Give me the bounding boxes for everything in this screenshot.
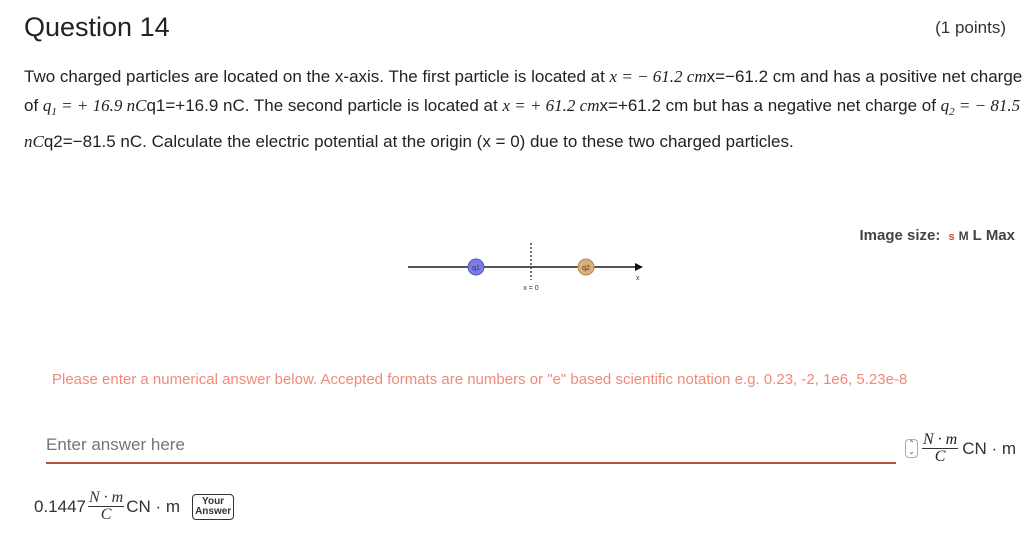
previous-answer-value: 0.1447	[34, 496, 86, 516]
text: q1=+16.9 nC. The second particle is located at	[146, 96, 503, 115]
your-answer-badge: Your Answer	[192, 494, 234, 520]
image-size-max[interactable]: Max	[985, 227, 1015, 244]
image-size-l[interactable]: L	[972, 227, 982, 244]
image-size-label: Image size:	[859, 227, 941, 244]
origin-label: x = 0	[523, 285, 539, 292]
math-var: q	[940, 96, 950, 115]
math	[42, 96, 147, 118]
answer-input[interactable]	[46, 428, 896, 464]
math-value: = − 81.5 nC	[24, 96, 1021, 151]
unit-text: CN · m	[962, 438, 1017, 458]
image-size-control	[859, 227, 1015, 244]
math-value: = + 16.9 nC	[56, 96, 147, 115]
unit-numerator: N · m	[89, 489, 124, 506]
math: x = − 61.2 cm	[609, 67, 707, 86]
format-hint: Please enter a numerical answer below. Accepted formats are numbers or "e" based scientific notation e.g. 0.23, -2, 1e6, 5.23e-8	[52, 371, 908, 388]
question-title: Question 14	[24, 12, 170, 42]
image-size-m[interactable]: M	[958, 229, 969, 243]
math-sub: 1	[51, 106, 57, 118]
points-label: (1 points)	[935, 18, 1006, 37]
charge-diagram	[405, 240, 655, 295]
text: x=−61.2 cm and has a positive net charge of	[24, 67, 1023, 115]
math: x = + 61.2 cm	[502, 96, 600, 115]
text: Two charged particles are located on the x-axis. The first particle is located at	[24, 67, 610, 86]
unit-fraction	[922, 432, 958, 465]
previous-answer	[34, 490, 234, 523]
math-sub: 2	[949, 106, 955, 118]
question-text	[24, 62, 1024, 156]
image-size-s[interactable]: s	[948, 231, 955, 243]
spinner-icon[interactable]: ⌃ ⌄	[905, 439, 918, 458]
text: q2=−81.5 nC. Calculate the electric potential at the origin (x = 0) due to these two charged particles.	[43, 132, 794, 151]
math-var: q	[42, 96, 52, 115]
unit-denominator: C	[100, 506, 112, 523]
q1-label: q1	[472, 265, 480, 272]
unit-text: CN · m	[126, 496, 181, 516]
text: x=+61.2 cm but has a negative net charge of	[599, 96, 941, 115]
q2-label: q2	[582, 265, 590, 272]
axis-arrow-icon	[635, 263, 643, 271]
unit-numerator: N · m	[923, 431, 958, 448]
axis-label: x	[636, 275, 640, 282]
unit-selector[interactable]	[905, 432, 1016, 465]
unit-denominator: C	[934, 448, 946, 465]
unit-fraction	[88, 490, 124, 523]
